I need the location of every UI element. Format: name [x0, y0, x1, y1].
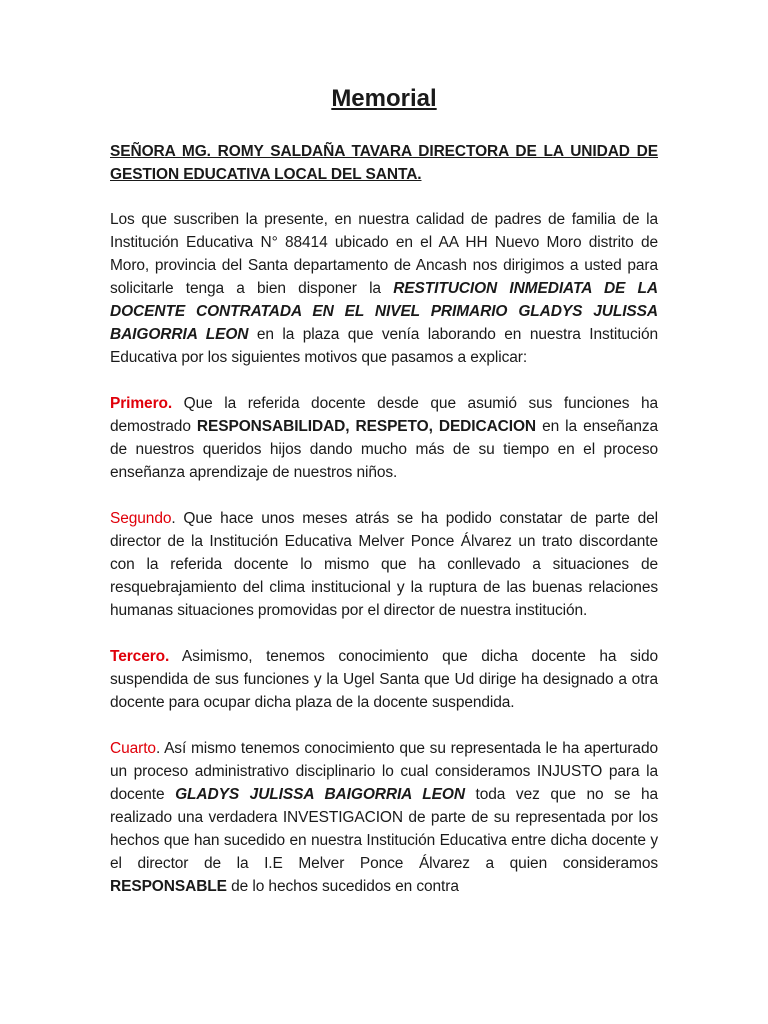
- primero-text-2: en la enseñanza de nuestros queridos hijos dando mucho más de su tiempo en el proceso enseñanza aprendizaje de nuestros niños.: [110, 418, 659, 481]
- label-segundo: Segundo: [110, 510, 172, 527]
- cuarto-text-1: . Así mismo tenemos conocimiento que su representada le ha aperturado un proceso administrativo disciplinario lo cual consideramos INJUSTO para la docente: [110, 740, 658, 803]
- label-cuarto: Cuarto: [110, 740, 156, 757]
- paragraph-cuarto: [110, 737, 658, 898]
- label-tercero: Tercero.: [110, 648, 170, 665]
- paragraph-segundo: [110, 507, 658, 622]
- cuarto-emphasis-1: GLADYS JULISSA BAIGORRIA LEON: [175, 786, 465, 803]
- document-title: Memorial: [331, 85, 437, 112]
- tercero-text-1: Asimismo, tenemos conocimiento que dicha docente ha sido suspendida de sus funciones y la Ugel Santa que Ud dirige ha designado a otra docente para ocupar dicha plaza de la docente suspendida.: [110, 648, 658, 711]
- label-primero: Primero.: [110, 395, 173, 412]
- intro-paragraph: [110, 208, 658, 369]
- cuarto-emphasis-2: RESPONSABLE: [110, 878, 227, 895]
- segundo-text-1: . Que hace unos meses atrás se ha podido constatar de parte del director de la Institución Educativa Melver Ponce Álvarez un trato discordante con la referida docente lo mismo que ha conllevado a situaciones de resquebrajamiento del clima institucional y la ruptura de las buenas relaciones humanas situaciones promovidas por el director de nuestra institución.: [110, 510, 658, 619]
- primero-emphasis: RESPONSABILIDAD, RESPETO, DEDICACION: [196, 418, 537, 435]
- cuarto-text-2: toda vez que no se ha realizado una verdadera INVESTIGACION de parte de su representada por los hechos que han sucedido en nuestra Institución Educativa entre dicha docente y el director de la I.E Melver Ponce Álvarez a quien consideramos: [110, 786, 659, 872]
- paragraph-tercero: [110, 645, 658, 714]
- cuarto-text-3: de lo hechos sucedidos en contra: [226, 878, 459, 895]
- intro-text-1: Los que suscriben la presente, en nuestra calidad de padres de familia de la Institución Educativa N° 88414 ubicado en el AA HH Nuevo Moro distrito de Moro, provincia del Santa departamento de Ancash nos dirigimos a usted para solicitarle tenga a bien disponer la: [110, 211, 658, 297]
- intro-emphasis: RESTITUCION INMEDIATA DE LA DOCENTE CONTRATADA EN EL NIVEL PRIMARIO GLADYS JULISSA BAIGORRIA LEON: [110, 280, 658, 343]
- addressee-line: SEÑORA MG. ROMY SALDAÑA TAVARA DIRECTORA DE LA UNIDAD DE GESTION EDUCATIVA LOCAL DEL SANTA.: [110, 143, 658, 183]
- intro-text-2: en la plaza que venía laborando en nuestra Institución Educativa por los siguientes motivos que pasamos a explicar:: [110, 326, 658, 366]
- primero-text-1: Que la referida docente desde que asumió sus funciones ha demostrado: [110, 395, 658, 435]
- paragraph-primero: [110, 392, 658, 484]
